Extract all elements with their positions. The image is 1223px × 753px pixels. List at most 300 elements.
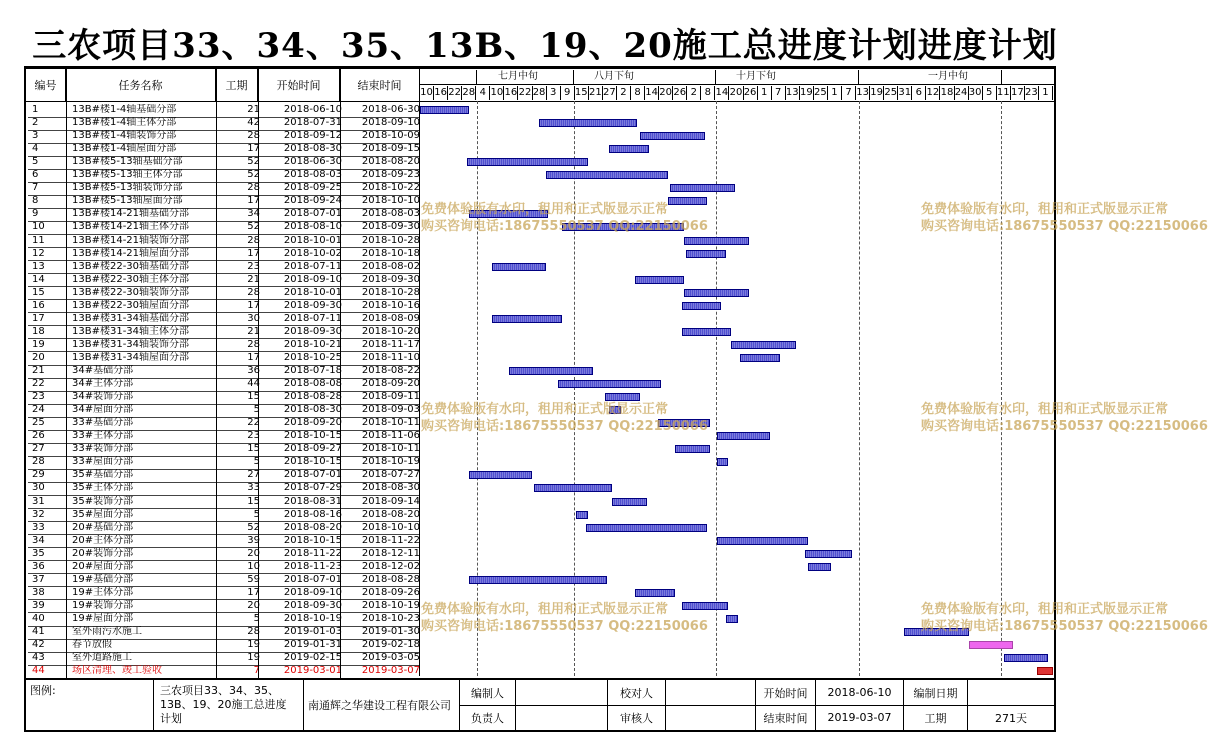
task-row[interactable] bbox=[28, 143, 419, 155]
task-duration: 17 bbox=[247, 351, 260, 363]
gantt-bar[interactable] bbox=[684, 289, 749, 297]
gantt-bar[interactable] bbox=[717, 432, 771, 440]
end-label: 结束时间 bbox=[756, 705, 816, 730]
gantt-bar[interactable] bbox=[682, 302, 722, 310]
gantt-bar[interactable] bbox=[469, 210, 548, 218]
timescale-tick: 17 bbox=[1010, 87, 1024, 98]
task-name: 室外道路施工 bbox=[72, 652, 132, 664]
task-duration: 28 bbox=[247, 626, 260, 637]
task-row[interactable] bbox=[28, 587, 419, 599]
task-no: 21 bbox=[32, 365, 45, 376]
task-no: 14 bbox=[32, 273, 45, 285]
gantt-bar[interactable] bbox=[609, 145, 649, 153]
timescale-tick: 9 bbox=[561, 86, 575, 100]
manager-value bbox=[516, 705, 608, 730]
gantt-bar[interactable] bbox=[1004, 654, 1048, 662]
reviewer-label: 审核人 bbox=[608, 705, 666, 730]
task-end: 2018-08-20 bbox=[361, 508, 420, 520]
task-name: 13B#楼14-21轴主体分部 bbox=[72, 221, 190, 233]
task-row[interactable] bbox=[28, 104, 419, 116]
task-row[interactable] bbox=[28, 652, 419, 664]
task-name: 室外雨污水施工 bbox=[72, 626, 142, 637]
task-no: 30 bbox=[32, 482, 45, 494]
task-duration: 19 bbox=[247, 639, 260, 651]
task-start: 2018-09-10 bbox=[283, 273, 342, 285]
task-start: 2018-07-29 bbox=[283, 482, 342, 494]
task-name: 35#基础分部 bbox=[72, 469, 134, 481]
task-no: 27 bbox=[32, 443, 45, 455]
task-row[interactable] bbox=[28, 221, 419, 233]
task-duration: 17 bbox=[247, 247, 260, 259]
gantt-bar[interactable] bbox=[675, 445, 710, 453]
task-row[interactable] bbox=[28, 626, 419, 638]
timescale-tick: 12 bbox=[926, 87, 940, 98]
task-end: 2019-03-07 bbox=[361, 665, 420, 677]
header-start: 开始时间 bbox=[258, 69, 340, 101]
timescale-tick: 24 bbox=[954, 87, 968, 98]
task-start: 2018-09-25 bbox=[283, 182, 342, 194]
timescale-tick: 22 bbox=[448, 87, 462, 98]
task-start: 2018-11-23 bbox=[283, 560, 342, 572]
task-start: 2018-08-28 bbox=[283, 391, 342, 403]
gantt-bar[interactable] bbox=[640, 132, 705, 140]
task-no: 43 bbox=[32, 652, 45, 664]
task-duration: 22 bbox=[247, 417, 260, 429]
task-start: 2018-09-12 bbox=[283, 130, 342, 142]
task-row[interactable] bbox=[28, 665, 419, 677]
task-end: 2018-06-30 bbox=[361, 104, 420, 115]
gantt-bar[interactable] bbox=[467, 158, 588, 166]
task-name: 33#屋面分部 bbox=[72, 456, 134, 468]
watermark: 免费体验版有水印，租用和正式版显示正常 购买咨询电话:18675550537 QQ:22150066 bbox=[921, 602, 1208, 634]
task-duration: 28 bbox=[247, 338, 260, 350]
task-duration: 23 bbox=[247, 260, 260, 272]
task-end: 2018-11-06 bbox=[361, 430, 420, 442]
gantt-bar[interactable] bbox=[731, 341, 796, 349]
task-end: 2019-03-05 bbox=[361, 652, 420, 664]
task-no: 40 bbox=[32, 612, 45, 624]
task-duration: 52 bbox=[247, 156, 260, 168]
task-no: 32 bbox=[32, 508, 45, 520]
month-separator bbox=[476, 70, 477, 84]
task-duration: 5 bbox=[253, 508, 260, 520]
timescale-tick: 20 bbox=[729, 87, 743, 98]
task-end: 2018-10-16 bbox=[361, 299, 420, 311]
header-task-name: 任务名称 bbox=[66, 69, 216, 101]
header-no: 编号 bbox=[26, 69, 66, 101]
task-duration: 20 bbox=[247, 547, 260, 559]
column-divider bbox=[340, 69, 341, 678]
timescale-tick: 21 bbox=[588, 87, 602, 98]
task-start: 2018-09-30 bbox=[283, 299, 342, 311]
gantt-bar[interactable] bbox=[805, 550, 852, 558]
gantt-bar[interactable] bbox=[682, 602, 729, 610]
gantt-bar[interactable] bbox=[469, 576, 607, 584]
gantt-bar[interactable] bbox=[612, 498, 647, 506]
timescale-tick: 1 bbox=[828, 86, 842, 100]
task-duration: 15 bbox=[247, 391, 260, 403]
task-name: 13B#楼31-34轴屋面分部 bbox=[72, 351, 190, 363]
task-duration: 59 bbox=[247, 573, 260, 585]
task-end: 2018-09-20 bbox=[361, 378, 420, 390]
task-name: 34#屋面分部 bbox=[72, 404, 134, 416]
timescale-tick: 3 bbox=[547, 86, 561, 100]
manager-label: 负责人 bbox=[460, 705, 516, 730]
gantt-bar[interactable] bbox=[904, 628, 969, 636]
task-duration: 27 bbox=[247, 469, 260, 481]
task-name: 13B#楼5-13轴基础分部 bbox=[72, 156, 183, 168]
task-end: 2018-09-26 bbox=[361, 586, 420, 598]
task-end: 2018-08-22 bbox=[361, 365, 420, 376]
task-end: 2018-09-03 bbox=[361, 404, 420, 416]
compiler-label: 编制人 bbox=[460, 680, 516, 705]
task-row[interactable] bbox=[28, 248, 419, 260]
checker-label: 校对人 bbox=[608, 680, 666, 705]
task-start: 2018-08-08 bbox=[283, 378, 342, 390]
task-duration: 21 bbox=[247, 273, 260, 285]
task-row[interactable] bbox=[28, 235, 419, 247]
task-row[interactable] bbox=[28, 365, 419, 377]
task-no: 2 bbox=[32, 117, 39, 129]
task-end: 2018-10-23 bbox=[361, 612, 420, 624]
task-duration: 36 bbox=[247, 365, 260, 376]
task-name: 20#基础分部 bbox=[72, 521, 134, 533]
task-name: 13B#楼22-30轴屋面分部 bbox=[72, 299, 190, 311]
task-end: 2018-07-27 bbox=[361, 469, 420, 481]
gantt-bar[interactable] bbox=[534, 484, 611, 492]
task-end: 2018-09-14 bbox=[361, 495, 420, 507]
task-name: 13B#楼31-34轴基础分部 bbox=[72, 312, 190, 324]
task-end: 2018-10-09 bbox=[361, 130, 420, 142]
task-duration: 17 bbox=[247, 195, 260, 207]
task-row[interactable] bbox=[28, 352, 419, 364]
task-row[interactable] bbox=[28, 182, 419, 194]
task-end: 2018-11-17 bbox=[361, 338, 420, 350]
gantt-bar[interactable] bbox=[658, 419, 709, 427]
task-name: 34#装饰分部 bbox=[72, 391, 134, 403]
task-start: 2018-09-30 bbox=[283, 599, 342, 611]
task-start: 2018-07-11 bbox=[283, 312, 342, 324]
task-row[interactable] bbox=[28, 535, 419, 547]
task-end: 2018-09-30 bbox=[361, 221, 420, 233]
task-start: 2018-06-30 bbox=[283, 156, 342, 168]
end-value: 2019-03-07 bbox=[816, 705, 904, 730]
task-row[interactable] bbox=[28, 443, 419, 455]
task-name: 13B#楼14-21轴基础分部 bbox=[72, 208, 190, 220]
task-row[interactable] bbox=[28, 208, 419, 220]
task-row[interactable] bbox=[28, 195, 419, 207]
timescale-tick: 19 bbox=[870, 87, 884, 98]
gantt-bar[interactable] bbox=[492, 263, 546, 271]
task-duration: 21 bbox=[247, 104, 260, 115]
task-no: 19 bbox=[32, 338, 45, 350]
task-name: 20#屋面分部 bbox=[72, 560, 134, 572]
task-name: 13B#楼1-4轴主体分部 bbox=[72, 117, 177, 129]
task-duration: 28 bbox=[247, 130, 260, 142]
month-label: 十月下旬 bbox=[736, 71, 776, 82]
task-name: 13B#楼5-13轴装饰分部 bbox=[72, 182, 183, 194]
gantt-bar[interactable] bbox=[420, 106, 469, 114]
timescale-tick: 20 bbox=[659, 87, 673, 98]
task-no: 13 bbox=[32, 260, 45, 272]
task-name: 春节放假 bbox=[72, 639, 112, 651]
column-divider bbox=[216, 69, 217, 678]
task-end: 2018-10-10 bbox=[361, 521, 420, 533]
timescale-tick: 13 bbox=[785, 87, 799, 98]
timescale-tick: 30 bbox=[968, 87, 982, 98]
duration-value: 271天 bbox=[995, 711, 1027, 725]
gantt-bar[interactable] bbox=[635, 276, 684, 284]
task-row[interactable] bbox=[28, 326, 419, 338]
task-name: 19#基础分部 bbox=[72, 573, 134, 585]
column-divider bbox=[258, 69, 259, 678]
task-row[interactable] bbox=[28, 522, 419, 534]
task-end: 2018-09-15 bbox=[361, 143, 420, 155]
task-name: 场区清理、竣工验收 bbox=[72, 665, 162, 677]
task-end: 2018-08-09 bbox=[361, 312, 420, 324]
grid-line bbox=[574, 101, 575, 676]
task-no: 20 bbox=[32, 351, 45, 363]
task-name: 35#屋面分部 bbox=[72, 508, 134, 520]
task-end: 2019-02-18 bbox=[361, 639, 420, 651]
gantt-bar[interactable] bbox=[684, 237, 749, 245]
task-row[interactable] bbox=[28, 417, 419, 429]
task-row[interactable] bbox=[28, 130, 419, 142]
gantt-bar[interactable] bbox=[740, 354, 780, 362]
task-start: 2018-06-10 bbox=[283, 104, 342, 115]
page-title: 三农项目33、34、35、13B、19、20施工总进度计划进度计划 bbox=[32, 26, 1058, 66]
month-label: 八月下旬 bbox=[594, 71, 634, 82]
timescale-tick: 25 bbox=[884, 87, 898, 98]
task-name: 34#主体分部 bbox=[72, 378, 134, 390]
timescale-tick: 26 bbox=[673, 87, 687, 98]
task-no: 12 bbox=[32, 247, 45, 259]
task-duration: 10 bbox=[247, 560, 260, 572]
task-duration: 52 bbox=[247, 221, 260, 233]
task-end: 2018-09-30 bbox=[361, 273, 420, 285]
task-row[interactable] bbox=[28, 430, 419, 442]
task-row[interactable] bbox=[28, 300, 419, 312]
gantt-bar[interactable] bbox=[469, 471, 532, 479]
gantt-bar[interactable] bbox=[717, 458, 729, 466]
task-row[interactable] bbox=[28, 339, 419, 351]
month-label: 七月中旬 bbox=[498, 71, 538, 82]
task-duration: 34 bbox=[247, 208, 260, 220]
task-row[interactable] bbox=[28, 561, 419, 573]
timescale-tick: 15 bbox=[574, 87, 588, 98]
timescale-tick: 28 bbox=[462, 87, 476, 98]
task-end: 2019-01-30 bbox=[361, 626, 420, 637]
task-start: 2018-07-31 bbox=[283, 117, 342, 129]
timescale-tick: 2 bbox=[617, 86, 631, 100]
task-start: 2019-02-15 bbox=[283, 652, 342, 664]
task-duration: 21 bbox=[247, 325, 260, 337]
gantt-bar[interactable] bbox=[492, 315, 562, 323]
timescale-tick: 16 bbox=[434, 87, 447, 98]
task-name: 13B#楼1-4轴装饰分部 bbox=[72, 130, 177, 142]
timescale-tick: 25 bbox=[814, 87, 827, 98]
task-end: 2018-08-20 bbox=[361, 156, 420, 168]
task-end: 2018-08-02 bbox=[361, 260, 420, 272]
month-separator bbox=[573, 70, 574, 84]
timescale-tick: 13 bbox=[856, 87, 869, 98]
task-duration: 44 bbox=[247, 378, 260, 390]
task-row[interactable] bbox=[28, 639, 419, 651]
watermark: 免费体验版有水印，租用和正式版显示正常 购买咨询电话:18675550537 QQ:22150066 bbox=[421, 202, 708, 234]
task-start: 2019-01-31 bbox=[283, 639, 342, 651]
task-name: 19#主体分部 bbox=[72, 586, 134, 598]
task-row[interactable] bbox=[28, 156, 419, 168]
task-duration: 19 bbox=[247, 652, 260, 664]
gantt-bar[interactable] bbox=[609, 406, 621, 414]
task-start: 2018-08-03 bbox=[283, 169, 342, 181]
task-name: 34#基础分部 bbox=[72, 365, 134, 376]
gantt-bar[interactable] bbox=[668, 197, 708, 205]
task-duration: 17 bbox=[247, 143, 260, 155]
timescale-tick: 8 bbox=[701, 86, 715, 100]
watermark: 免费体验版有水印，租用和正式版显示正常 购买咨询电话:18675550537 QQ:22150066 bbox=[421, 602, 708, 634]
task-row[interactable] bbox=[28, 613, 419, 625]
task-row[interactable] bbox=[28, 117, 419, 129]
task-row[interactable] bbox=[28, 548, 419, 560]
start-label: 开始时间 bbox=[756, 680, 816, 705]
task-start: 2018-07-01 bbox=[283, 573, 342, 585]
task-no: 36 bbox=[32, 560, 45, 572]
task-name: 19#装饰分部 bbox=[72, 599, 134, 611]
task-no: 8 bbox=[32, 195, 39, 207]
timescale-tick: 27 bbox=[603, 87, 616, 98]
task-duration: 30 bbox=[247, 312, 260, 324]
task-no: 25 bbox=[32, 417, 45, 429]
task-no: 10 bbox=[32, 221, 45, 233]
task-start: 2018-10-15 bbox=[283, 456, 342, 468]
task-row[interactable] bbox=[28, 169, 419, 181]
timescale-tick: 7 bbox=[842, 86, 856, 100]
task-row[interactable] bbox=[28, 274, 419, 286]
gantt-bar[interactable] bbox=[539, 119, 637, 127]
task-start: 2018-09-27 bbox=[283, 443, 342, 455]
task-name: 33#装饰分部 bbox=[72, 443, 134, 455]
task-duration: 15 bbox=[247, 495, 260, 507]
task-row[interactable] bbox=[28, 469, 419, 481]
task-end: 2018-08-28 bbox=[361, 573, 420, 585]
task-end: 2018-08-30 bbox=[361, 482, 420, 494]
task-name: 13B#楼1-4轴基础分部 bbox=[72, 104, 177, 115]
task-row[interactable] bbox=[28, 482, 419, 494]
task-no: 22 bbox=[32, 378, 45, 390]
gantt-bar[interactable] bbox=[576, 511, 588, 519]
timescale-tick: 14 bbox=[645, 87, 658, 98]
task-row[interactable] bbox=[28, 456, 419, 468]
task-name: 13B#楼1-4轴屋面分部 bbox=[72, 143, 177, 155]
task-no: 17 bbox=[32, 312, 45, 324]
task-row[interactable] bbox=[28, 287, 419, 299]
gantt-bar[interactable] bbox=[808, 563, 831, 571]
column-divider bbox=[66, 69, 67, 678]
timescale-tick: 16 bbox=[504, 87, 518, 98]
task-end: 2018-10-10 bbox=[361, 195, 420, 207]
task-row[interactable] bbox=[28, 313, 419, 325]
task-end: 2018-12-02 bbox=[361, 560, 420, 572]
timescale-tick: 10 bbox=[420, 87, 433, 98]
gantt-bar[interactable] bbox=[717, 537, 808, 545]
gantt-bar[interactable] bbox=[586, 524, 707, 532]
task-start: 2018-10-21 bbox=[283, 338, 342, 350]
gantt-bar[interactable] bbox=[605, 393, 640, 401]
task-name: 13B#楼14-21轴屋面分部 bbox=[72, 247, 190, 259]
task-name: 33#主体分部 bbox=[72, 430, 134, 442]
task-end: 2018-10-11 bbox=[361, 443, 420, 455]
task-end: 2018-10-19 bbox=[361, 456, 420, 468]
task-row[interactable] bbox=[28, 378, 419, 390]
gantt-bar[interactable] bbox=[546, 171, 667, 179]
reviewer-value bbox=[666, 705, 756, 730]
task-end: 2018-09-11 bbox=[361, 391, 420, 403]
gantt-bar[interactable] bbox=[558, 380, 661, 388]
timescale-tick: 31 bbox=[898, 87, 912, 98]
checker-value bbox=[666, 680, 756, 705]
task-row[interactable] bbox=[28, 496, 419, 508]
task-row[interactable] bbox=[28, 261, 419, 273]
gantt-bar[interactable] bbox=[509, 367, 593, 375]
footer-project: 三农项目33、34、35、13B、19、20施工总进度计划 bbox=[154, 680, 304, 730]
task-no: 9 bbox=[32, 208, 39, 220]
task-start: 2019-03-01 bbox=[283, 665, 342, 677]
timescale-divider bbox=[420, 84, 1054, 85]
task-no: 1 bbox=[32, 104, 39, 115]
task-name: 13B#楼22-30轴基础分部 bbox=[72, 260, 190, 272]
gantt-bar[interactable] bbox=[670, 184, 735, 192]
task-end: 2018-10-11 bbox=[361, 417, 420, 429]
task-name: 13B#楼14-21轴装饰分部 bbox=[72, 234, 190, 246]
compiler-value bbox=[516, 680, 608, 705]
task-start: 2018-07-18 bbox=[283, 365, 342, 376]
gantt-bar[interactable] bbox=[1037, 667, 1053, 675]
task-duration: 23 bbox=[247, 430, 260, 442]
timescale-tick: 6 bbox=[912, 86, 926, 100]
timescale-tick: 14 bbox=[715, 87, 729, 98]
task-row[interactable] bbox=[28, 391, 419, 403]
task-name: 20#装饰分部 bbox=[72, 547, 134, 559]
gantt-bar[interactable] bbox=[635, 589, 675, 597]
task-name: 13B#楼5-13轴屋面分部 bbox=[72, 195, 183, 207]
task-no: 44 bbox=[32, 665, 45, 677]
gantt-bar[interactable] bbox=[969, 641, 1013, 649]
task-no: 39 bbox=[32, 599, 45, 611]
gantt-bar[interactable] bbox=[726, 615, 738, 623]
gantt-bar[interactable] bbox=[682, 328, 731, 336]
task-start: 2018-10-15 bbox=[283, 430, 342, 442]
task-no: 29 bbox=[32, 469, 45, 481]
task-no: 23 bbox=[32, 391, 45, 403]
task-start: 2018-09-30 bbox=[283, 325, 342, 337]
gantt-bar[interactable] bbox=[686, 250, 726, 258]
task-start: 2018-10-01 bbox=[283, 234, 342, 246]
task-name: 35#装饰分部 bbox=[72, 495, 134, 507]
task-name: 13B#楼31-34轴装饰分部 bbox=[72, 338, 190, 350]
timescale-tick: 4 bbox=[476, 86, 490, 100]
task-row[interactable] bbox=[28, 404, 419, 416]
task-row[interactable] bbox=[28, 600, 419, 612]
header-bottom-line bbox=[26, 101, 1054, 102]
task-duration: 7 bbox=[253, 665, 260, 677]
gantt-bar[interactable] bbox=[562, 223, 683, 231]
task-end: 2018-10-18 bbox=[361, 247, 420, 259]
task-no: 31 bbox=[32, 495, 45, 507]
task-row[interactable] bbox=[28, 574, 419, 586]
task-no: 35 bbox=[32, 547, 45, 559]
task-row[interactable] bbox=[28, 509, 419, 521]
